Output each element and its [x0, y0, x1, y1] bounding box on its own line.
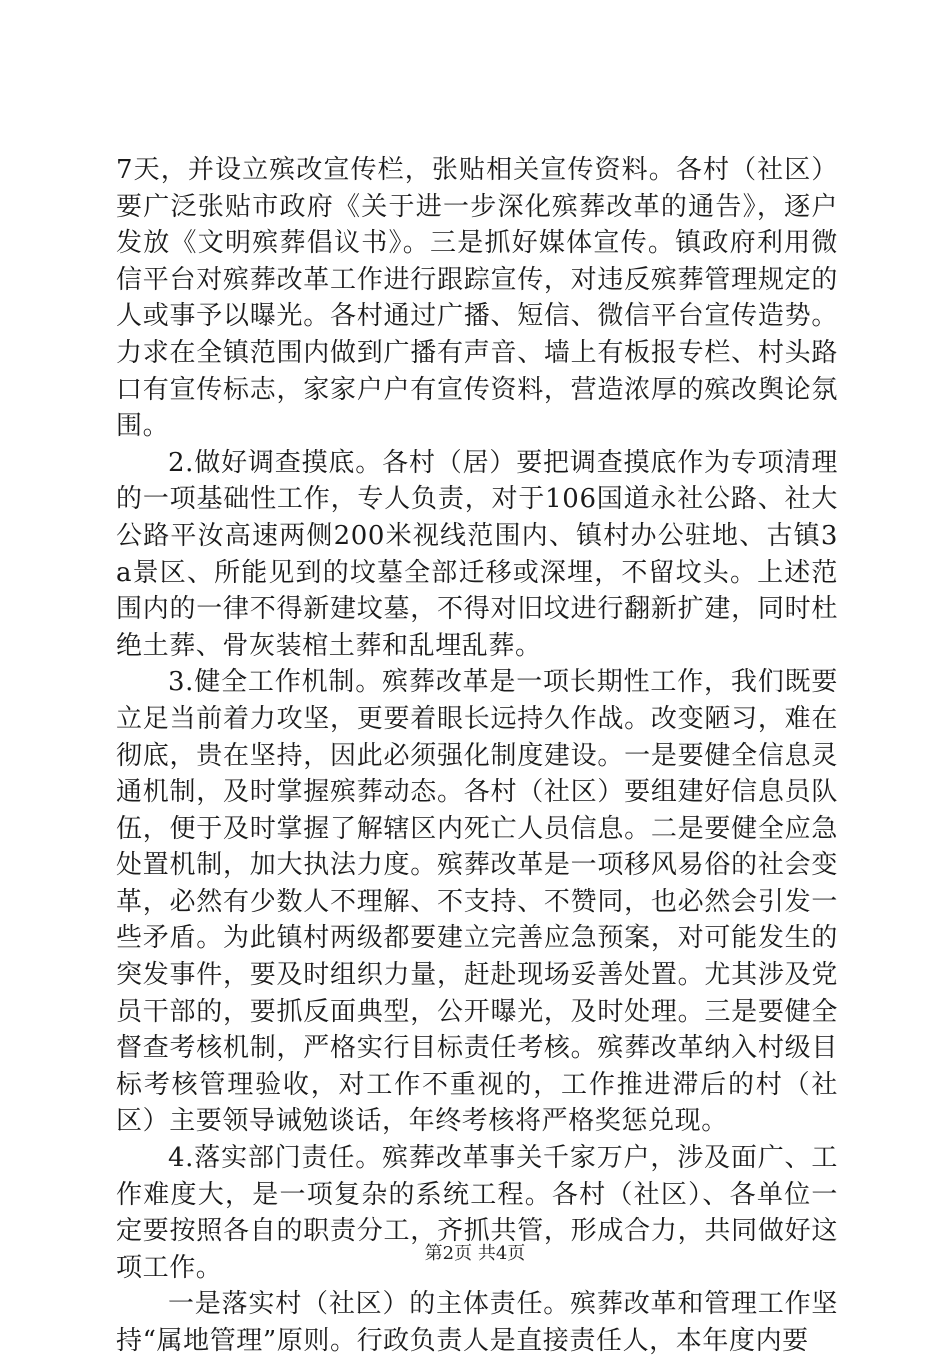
paragraph-publicity: 7天，并设立殡改宣传栏，张贴相关宣传资料。各村（社区）要广泛张贴市政府《关于进一步深化殡葬改革的通告》，逐户发放《文明殡葬倡议书》。三是抓好媒体宣传。镇政府利用微信平台对殡葬改革工作进行跟踪宣传，对违反殡葬管理规定的人或事予以曝光。各村通过广播、短信、微信平台宣传造势。力求在全镇范围内做到广播有声音、墙上有板报专栏、村头路口有宣传标志，家家户户有宣传资料，营造浓厚的殡改舆论氛围。	[116, 155, 838, 442]
paragraph-responsibility: 4.落实部门责任。殡葬改革事关千家万户，涉及面广、工作难度大，是一项复杂的系统工程。各村（社区）、各单位一定要按照各自的职责分工，齐抓共管，形成合力，共同做好这项工作。	[116, 1143, 838, 1283]
paragraph-mechanism: 3.健全工作机制。殡葬改革是一项长期性工作，我们既要立足当前着力攻坚，更要着眼长远持久作战。改变陋习，难在彻底，贵在坚持，因此必须强化制度建设。一是要健全信息灵通机制，及时掌握殡葬动态。各村（社区）要组建好信息员队伍，便于及时掌握了解辖区内死亡人员信息。二是要健全应急处置机制，加大执法力度。殡葬改革是一项移风易俗的社会变革，必然有少数人不理解、不支持、不赞同，也必然会引发一些矛盾。为此镇村两级都要建立完善应急预案，对可能发生的突发事件，要及时组织力量，赶赴现场妥善处置。尤其涉及党员干部的，要抓反面典型，公开曝光，及时处理。三是要健全督查考核机制，严格实行目标责任考核。殡葬改革纳入村级目标考核管理验收，对工作不重视的，工作推进滞后的村（社区）主要领导诫勉谈话，年终考核将严格奖惩兑现。	[116, 667, 838, 1137]
paragraph-survey: 2.做好调查摸底。各村（居）要把调查摸底作为专项清理的一项基础性工作，专人负责，对于106国道永社公路、社大公路平汝高速两侧200米视线范围内、镇村办公驻地、古镇3a景区、所能见到的坟墓全部迁移或深埋，不留坟头。上述范围内的一律不得新建坟墓，不得对旧坟进行翻新扩建，同时杜绝土葬、骨灰装棺土葬和乱埋乱葬。	[116, 447, 838, 661]
document-body	[116, 152, 838, 1360]
paragraph-village-duty: 一是落实村（社区）的主体责任。殡葬改革和管理工作坚持“属地管理”原则。行政负责人是直接责任人，本年度内要	[116, 1289, 838, 1356]
page-footer: 第2页 共4页	[424, 1243, 526, 1264]
